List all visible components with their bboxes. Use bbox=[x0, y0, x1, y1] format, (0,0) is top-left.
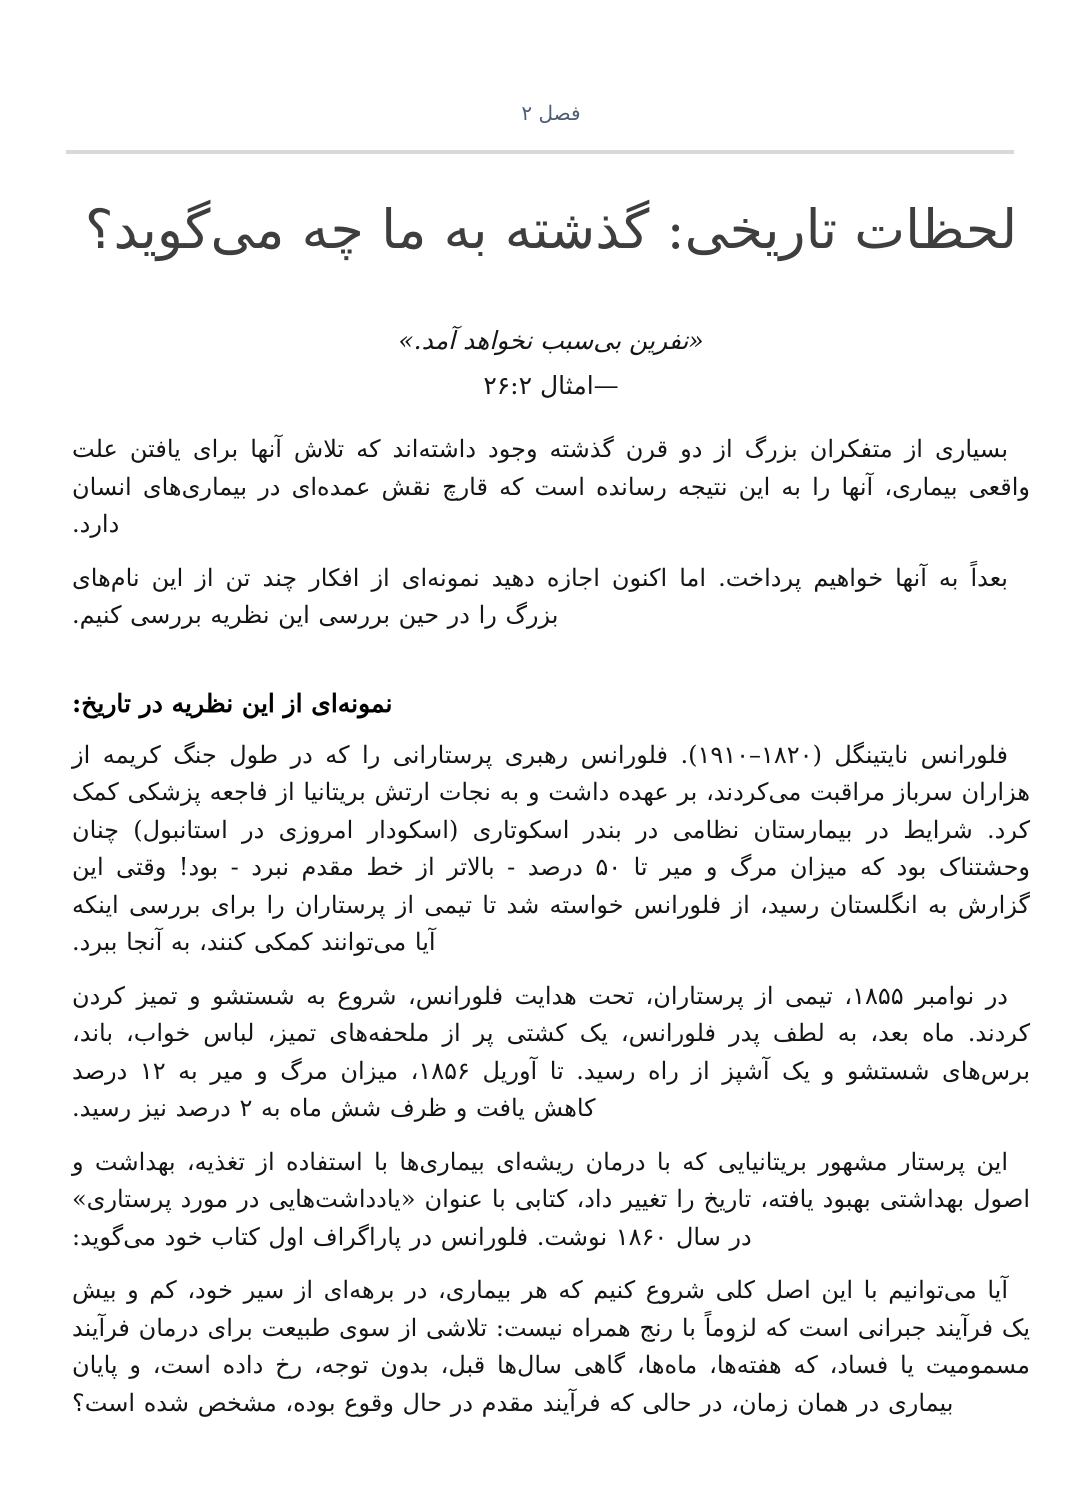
epigraph-quote: «نفرین بی‌سبب نخواهد آمد.» bbox=[398, 326, 704, 355]
body-paragraph-2: بعداً به آنها خواهیم پرداخت. اما اکنون اجازه دهید نمونه‌ای از افکار چند تن از این نام‌های بزرگ را در حین بررسی این نظریه بررسی کنیم. bbox=[72, 563, 1008, 629]
body-paragraph-5-notes-on-nursing: این پرستار مشهور بریتانیایی که با درمان ریشه‌ای بیماری‌ها با استفاده از تغذیه، بهداشت و اصول بهداشتی بهبود یافته، تاریخ را تغییر داد، کتابی با عنوان «یادداشت‌هایی در مورد پرستاری» در سال ۱۸۶۰ نوشت. فلورانس در پاراگراف اول کتاب خود می‌گوید: bbox=[72, 1147, 1030, 1251]
body-paragraph-1: بسیاری از متفکران بزرگ از دو قرن گذشته وجود داشته‌اند که تلاش آنها برای یافتن علت واقعی بیماری، آنها را به این نتیجه رسانده است که قارچ نقش عمده‌ای در بیماری‌های انسان دارد. bbox=[72, 435, 1030, 538]
page-title: لحظات تاریخی: گذشته به ما چه می‌گوید؟ bbox=[84, 198, 1018, 261]
body-paragraph-3-florence-nightingale: فلورانس نایتینگل (۱۸۲۰–۱۹۱۰). فلورانس رهبری پرستارانی را که در طول جنگ کریمه از هزاران سرباز مراقبت می‌کردند، بر عهده داشت و به نجات ارتش بریتانیا از فاجعه پزشکی کمک کرد. شرایط در بیمارستان نظامی در بندر اسکوتاری (اسکودار امروزی در استانبول) چنان وحشتناک بود که میزان مرگ و میر تا ۵۰ درصد - بالاتر از خط مقدم نبرد - بود! وقتی این گزارش به انگلستان رسید، از فلورانس خواسته شد تا تیمی از پرستاران را برای بررسی اینکه آیا می‌توانند کمکی کنند، به آنجا ببرد. bbox=[72, 740, 1030, 956]
body-paragraph-6-book-quote: آیا می‌توانیم با این اصل کلی شروع کنیم که هر بیماری، در برهه‌ای از سیر خود، کم و بیش یک فرآیند جبرانی است که لزوماً با رنج همراه نیست: تلاشی از سوی طبیعت برای درمان فرآیند مسمومیت یا فساد، که هفته‌ها، ماه‌ها، گاهی سال‌ها قبل، بدون توجه، رخ داده است، و پایان بیماری در همان زمان، در حالی که فرآیند مقدم در حال وقوع بوده، مشخص شده است؟ bbox=[72, 1276, 1030, 1417]
section-heading: نمونه‌ای از این نظریه در تاریخ: bbox=[72, 688, 393, 718]
chapter-label: فصل ۲ bbox=[521, 101, 581, 125]
body-paragraph-4-november-1855: در نوامبر ۱۸۵۵، تیمی از پرستاران، تحت هدایت فلورانس، شروع به شستشو و تمیز کردن کردند. ماه بعد، به لطف پدر فلورانس، یک کشتی پر از ملحفه‌های تمیز، لباس خواب، باند، برس‌های شستشو و یک آشپز از راه رسید. تا آوریل ۱۸۵۶، میزان مرگ و میر به ۱۲ درصد کاهش یافت و ظرف شش ماه به ۲ درصد نیز رسید. bbox=[72, 981, 1030, 1122]
epigraph bbox=[72, 324, 1030, 403]
header-divider-rule bbox=[66, 150, 1014, 154]
epigraph-attribution: —امثال ۲۶:۲ bbox=[483, 371, 619, 400]
